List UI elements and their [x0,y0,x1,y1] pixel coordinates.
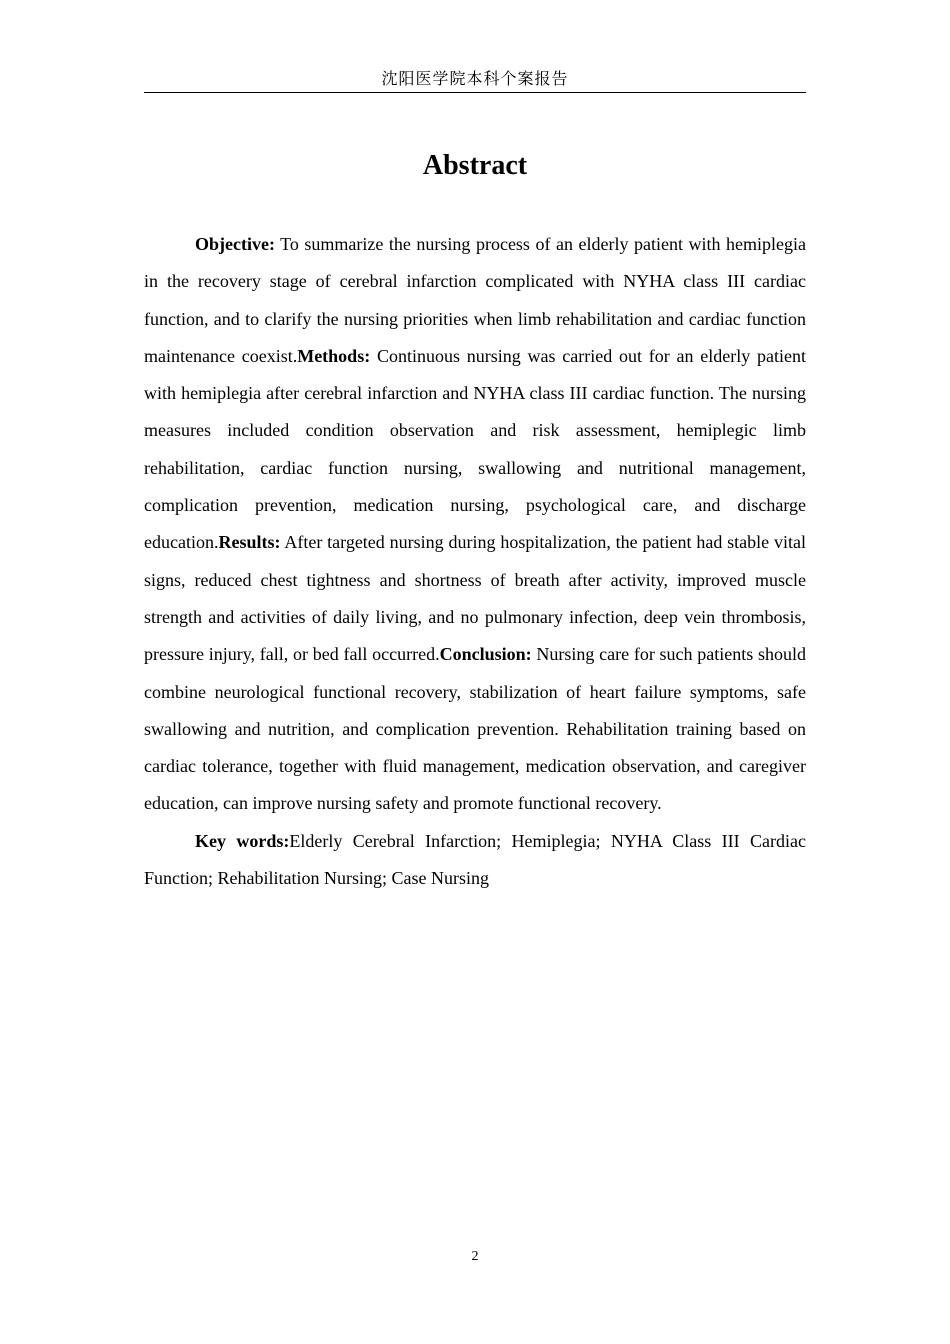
abstract-body [144,226,806,897]
objective-label: Objective: [195,234,275,254]
results-label: Results: [218,532,281,553]
page-title: Abstract [422,150,528,181]
abstract-paragraph [144,226,806,823]
keywords-text: Elderly Cerebral Infarction; Hemiplegia; NYHA Class III Cardiac Function; Rehabilitation Nursing; Case Nursing [144,830,806,889]
results-text: After targeted nursing during hospitalization, the patient had stable vital signs, reduced chest tightness and shortness of breath after activity, improved muscle strength and activities of daily living, and no pulmonary infection, deep vein thrombosis, pressure injury, fall, or bed fall occurred. [144,532,806,665]
objective-text: To summarize the nursing process of an elderly patient with hemiplegia in the recovery stage of cerebral infarction complicated with NYHA class III cardiac function, and to clarify the nursing priorities when limb rehabilitation and cardiac function maintenance coexist. [144,234,806,366]
running-header [144,68,806,93]
keywords-label: Key words: [195,830,290,851]
page-number: 2 [471,1249,479,1264]
header-text: 沈阳医学院本科个案报告 [381,69,569,88]
conclusion-label: Conclusion: [439,644,532,665]
conclusion-text: Nursing care for such patients should combine neurological functional recovery, stabilization of heart failure symptoms, safe swallowing and nutrition, and complication prevention. Rehabilitation training based on cardiac tolerance, together with fluid management, medication observation, and caregiver education, can improve nursing safety and promote functional recovery. [144,644,806,814]
methods-text: Continuous nursing was carried out for an elderly patient with hemiplegia after cerebral infarction and NYHA class III cardiac function. The nursing measures included condition observation and risk assessment, hemiplegic limb rehabilitation, cardiac function nursing, swallowing and nutritional management, complication prevention, medication nursing, psychological care, and discharge education. [144,345,806,553]
methods-label: Methods: [297,345,371,366]
keywords-paragraph [144,823,806,898]
